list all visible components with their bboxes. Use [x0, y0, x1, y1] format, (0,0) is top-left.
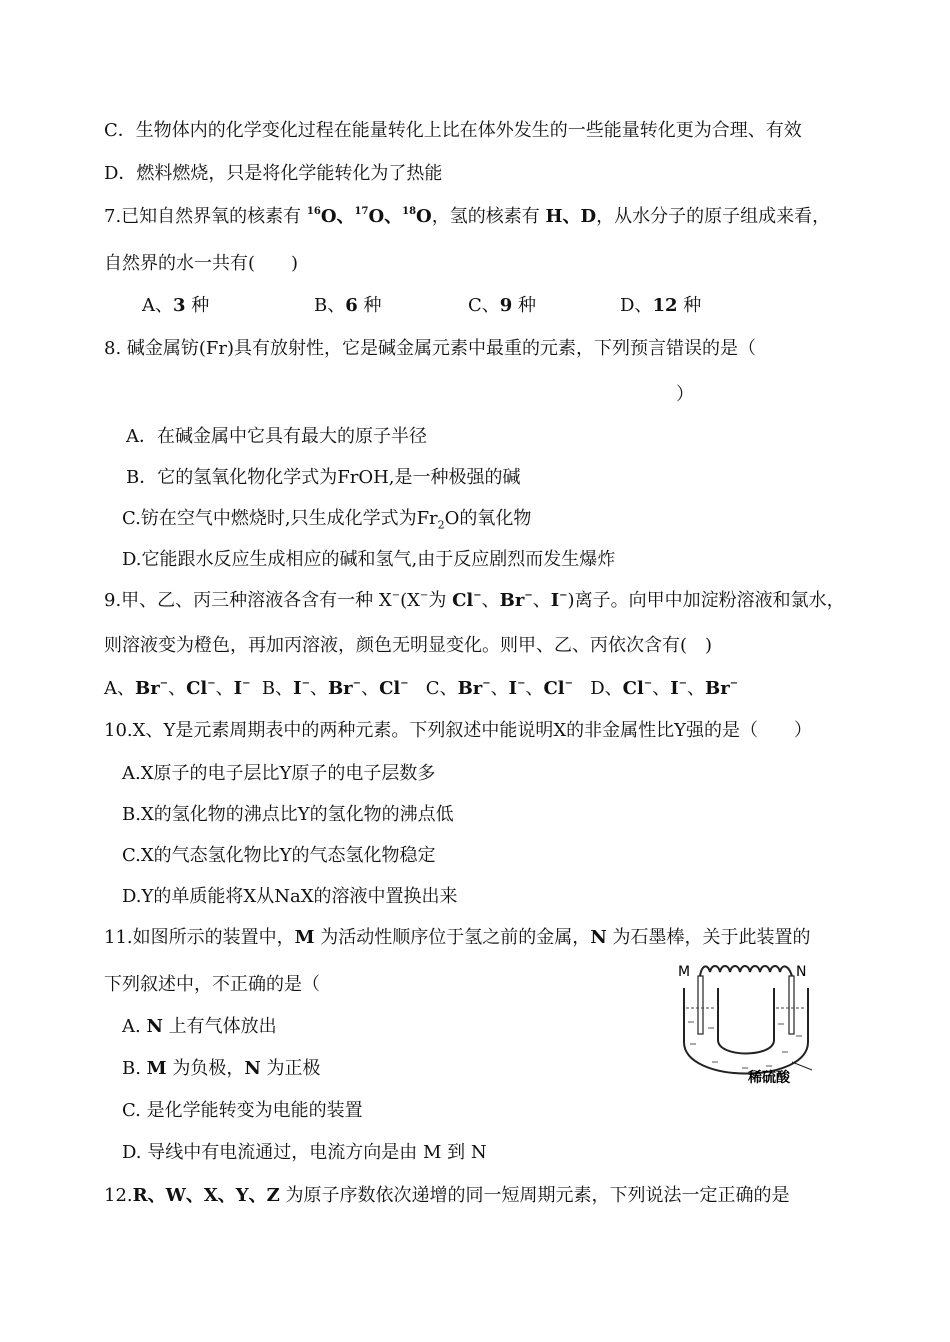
q7-stem: 7.已知自然界氧的核素有 $^{16}$O、$^{17}$O、$^{18}$O，氢的核素有 H、D，从水分子的原子组成来看，: [104, 206, 831, 227]
q6-option-c: C．生物体内的化学变化过程在能量转化上比在体外发生的一些能量转化更为合理、有效: [104, 120, 802, 141]
q12-stem: 12.R、W、X、Y、Z 为原子序数依次递增的同一短周期元素，下列说法一定正确的是: [104, 1185, 790, 1206]
q7-option-a: A、3 种: [142, 295, 210, 316]
q11-option-a: A. N 上有气体放出: [122, 1016, 277, 1037]
q8-stem: 8. 碱金属钫(Fr)具有放射性，它是碱金属元素中最重的元素，下列预言错误的是（: [104, 338, 757, 359]
q7-option-b: B、6 种: [314, 295, 382, 316]
q11-option-b: B. M 为负极，N 为正极: [122, 1058, 321, 1079]
q10-option-d: D.Y的单质能将X从NaX的溶液中置换出来: [122, 886, 458, 907]
q8-stem-close: ）: [676, 384, 694, 405]
m-label: M: [678, 964, 691, 980]
wire: [700, 966, 792, 976]
q10-option-c: C.X的气态氢化物比Y的气态氢化物稳定: [122, 845, 436, 866]
q11-option-d: D. 导线中有电流通过，电流方向是由 M 到 N: [122, 1142, 487, 1163]
q8-option-b: B．它的氢氧化物化学式为FrOH,是一种极强的碱: [126, 467, 521, 488]
q6-option-d: D．燃料燃烧，只是将化学能转化为了热能: [104, 163, 443, 184]
q10-stem: 10.X、Y是元素周期表中的两种元素。下列叙述中能说明X的非金属性比Y强的是（ ）: [104, 720, 813, 741]
u-tube-diagram: [672, 962, 832, 1086]
q9-stem: 9.甲、乙、丙三种溶液各含有一种 X−(X−为 Cl−、Br−、I−)离子。向甲中加淀粉溶液和氯水，: [104, 590, 845, 611]
acid-pointer: [792, 1062, 812, 1070]
q7-option-c: C、9 种: [468, 295, 537, 316]
q10-option-b: B.X的氢化物的沸点比Y的氢化物的沸点低: [122, 804, 454, 825]
q7-stem-line2: 自然界的水一共有( ): [104, 253, 299, 274]
q11-option-c: C. 是化学能转变为电能的装置: [122, 1100, 363, 1121]
electrode-n: [789, 976, 794, 1034]
electrode-m: [698, 976, 703, 1034]
q9-stem-line2: 则溶液变为橙色，再加丙溶液，颜色无明显变化。则甲、乙、丙依次含有( ): [104, 635, 713, 656]
q8-option-a: A．在碱金属中它具有最大的原子半径: [126, 426, 427, 447]
liquid-fill: [688, 1022, 802, 1068]
q11-stem: 11.如图所示的装置中，M 为活动性顺序位于氢之前的金属，N 为石墨棒，关于此装置的: [104, 927, 811, 948]
q7-option-d: D、12 种: [620, 295, 702, 316]
n-label: N: [796, 964, 807, 980]
q11-stem-line2: 下列叙述中，不正确的是（: [104, 974, 320, 995]
u-tube-inner: [718, 988, 774, 1054]
q10-option-a: A.X原子的电子层比Y原子的电子层数多: [122, 763, 436, 784]
q8-option-d: D.它能跟水反应生成相应的碱和氢气,由于反应剧烈而发生爆炸: [122, 549, 616, 570]
q8-option-c: C.钫在空气中燃烧时,只生成化学式为$Fr_2O$的氧化物: [122, 508, 532, 532]
q9-options: A、Br−、Cl−、I− B、I−、Br−、Cl− C、Br−、I−、Cl− D、Cl−、I−、Br−: [104, 678, 739, 699]
acid-label: 稀硫酸: [748, 1070, 790, 1086]
